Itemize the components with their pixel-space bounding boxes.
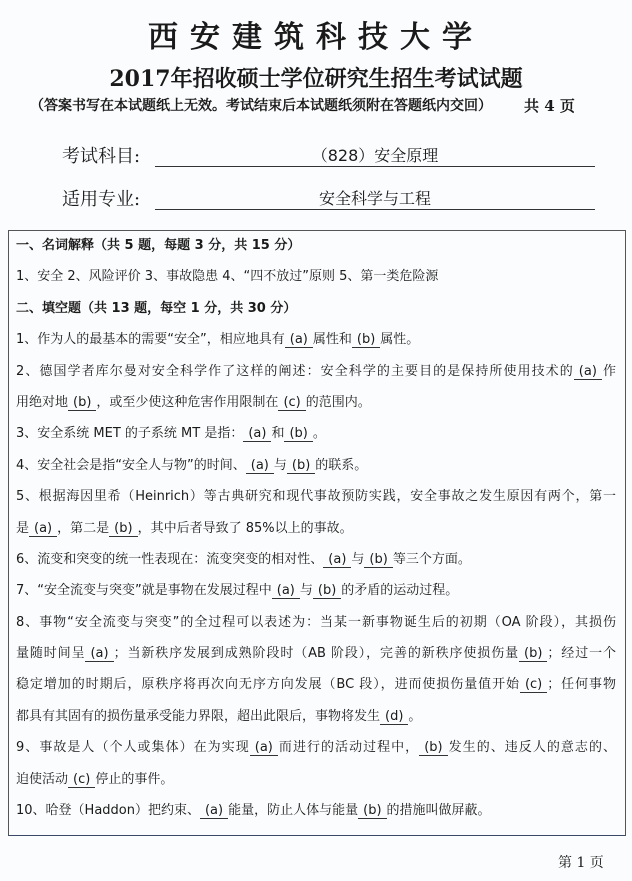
major-label: 适用专业:	[62, 189, 141, 210]
question-text: 二、填空题（共 13 题，每空 1 分，共 30 分）	[16, 300, 297, 316]
answer-blank: (b)	[358, 803, 386, 819]
university-name: 西安建筑科技大学	[148, 20, 484, 55]
answer-blank: (b)	[519, 646, 547, 662]
answer-blank: (b)	[352, 332, 380, 348]
question-line	[16, 487, 616, 518]
question-text: ；经过一个	[547, 646, 616, 662]
total-pages: 共 4 页	[524, 97, 575, 115]
exam-title: 2017年招收硕士学位研究生招生考试试题	[109, 66, 523, 92]
answer-blank: (a)	[574, 364, 602, 380]
subject-value: （828）安全原理	[155, 143, 595, 167]
question-text: 的联系。	[315, 457, 368, 473]
questions-body	[16, 236, 616, 832]
answer-blank: (a)	[29, 521, 57, 537]
question-text: 都具有其固有的损伤量承受能力界限，超出此限后，事物将发生	[16, 708, 381, 724]
question-text: 。	[408, 708, 422, 724]
question-text: 停止的事件。	[95, 771, 174, 787]
question-text: 5、根据海因里希（Heinrich）等古典研究和现代事故预防实践，安全事故之发生原因有两个，第一	[16, 489, 616, 505]
question-text: 的措施叫做屏蔽。	[386, 803, 491, 819]
question-line	[16, 613, 616, 644]
question-text: 4、安全社会是指“安全人与物”的时间、	[16, 457, 246, 473]
question-line	[16, 550, 616, 581]
question-text: 迫使活动	[16, 771, 69, 787]
question-text: 的矛盾的运动过程。	[341, 583, 459, 599]
question-text: ，第二是	[57, 520, 110, 536]
question-line	[16, 393, 616, 424]
question-line	[16, 770, 616, 801]
answer-blank: (a)	[85, 646, 113, 662]
answer-blank: (b)	[364, 552, 392, 568]
answer-blank: (d)	[380, 709, 408, 725]
answer-blank: (c)	[520, 677, 547, 693]
answer-blank: (a)	[272, 583, 300, 599]
question-text: 与	[351, 551, 365, 567]
question-text: 10、哈登（Haddon）把约束、	[16, 803, 200, 819]
question-text: 而进行的活动过程中，	[277, 740, 420, 756]
section-heading	[16, 236, 616, 267]
question-text: ，或至少使这种危害作用限制在	[96, 394, 279, 410]
answer-blank: (b)	[284, 426, 312, 442]
answer-blank: (a)	[323, 552, 351, 568]
question-text: 和	[271, 426, 285, 442]
question-text: 属性和	[312, 332, 352, 348]
answer-blank: (a)	[246, 458, 274, 474]
question-line	[16, 707, 616, 738]
question-text: 稳定增加的时期后，原秩序将再次向无序方向发展（BC 段），进而使损伤量值开始	[16, 677, 520, 693]
question-text: 一、名词解释（共 5 题，每题 3 分，共 15 分）	[16, 238, 301, 253]
answer-blank: (b)	[109, 521, 137, 537]
question-text: 7、“安全流变与突变”就是事物在发展过程中	[16, 583, 272, 599]
major-value: 安全科学与工程	[155, 186, 595, 210]
question-text: 3、安全系统 MET 的子系统 MT 是指：	[16, 426, 244, 442]
question-line	[16, 675, 616, 706]
answer-blank: (a)	[285, 332, 313, 348]
answer-blank: (b)	[68, 395, 96, 411]
question-line	[16, 644, 616, 675]
exam-note: （答案书写在本试题纸上无效。考试结束后本试题纸须附在答题纸内交回）	[30, 98, 492, 114]
answer-blank: (a)	[200, 803, 228, 819]
section-heading	[16, 299, 616, 330]
question-text: 1、作为人的最基本的需要“安全”，相应地具有	[16, 332, 285, 348]
question-text: 属性。	[380, 332, 420, 348]
question-text: 的范围内。	[305, 394, 371, 410]
question-text: ；任何事物	[547, 677, 616, 693]
question-text: 1、安全 2、风险评价 3、事故隐患 4、“四不放过”原则 5、第一类危险源	[16, 269, 439, 285]
question-line	[16, 362, 616, 393]
question-text: 与	[273, 457, 287, 473]
question-line	[16, 267, 616, 298]
question-line	[16, 581, 616, 612]
question-line	[16, 330, 616, 361]
question-text: 6、流变和突变的统一性表现在：流变突变的相对性、	[16, 551, 324, 567]
page-number: 第 1 页	[558, 855, 604, 871]
answer-blank: (c)	[278, 395, 305, 411]
answer-blank: (a)	[243, 426, 271, 442]
question-text: 2、德国学者库尔曼对安全科学作了这样的阐述：安全科学的主要目的是保持所使用技术的	[16, 363, 574, 379]
question-text: 量随时间呈	[16, 646, 86, 662]
answer-blank: (c)	[68, 772, 95, 788]
question-text: 作	[601, 363, 616, 379]
question-text: ；当新秩序发展到成熟阶段时（AB 阶段），完善的新秩序使损伤量	[113, 646, 519, 662]
question-line	[16, 801, 616, 832]
question-text: 用绝对地	[16, 394, 69, 410]
question-text: 9、事故是人（个人或集体）在为实现	[16, 740, 250, 756]
subject-label: 考试科目:	[62, 146, 141, 167]
question-text: 。	[312, 426, 326, 442]
question-text: 是	[16, 520, 30, 536]
question-line	[16, 456, 616, 487]
question-text: 等三个方面。	[392, 551, 471, 567]
question-line	[16, 424, 616, 455]
answer-blank: (b)	[313, 583, 341, 599]
question-text: 8、事物“安全流变与突变”的全过程可以表述为：当某一新事物诞生后的初期（OA 阶段），其损伤	[16, 614, 616, 630]
question-text: ，其中后者导致了 85%以上的事故。	[137, 520, 353, 536]
answer-blank: (b)	[287, 458, 315, 474]
question-line	[16, 738, 616, 769]
question-text: 与	[299, 583, 313, 599]
answer-blank: (a)	[250, 740, 278, 756]
answer-blank: (b)	[419, 740, 447, 756]
question-text: 发生的、违反人的意志的、	[447, 740, 616, 756]
question-text: 能量，防止人体与能量	[228, 803, 359, 819]
question-line	[16, 519, 616, 550]
